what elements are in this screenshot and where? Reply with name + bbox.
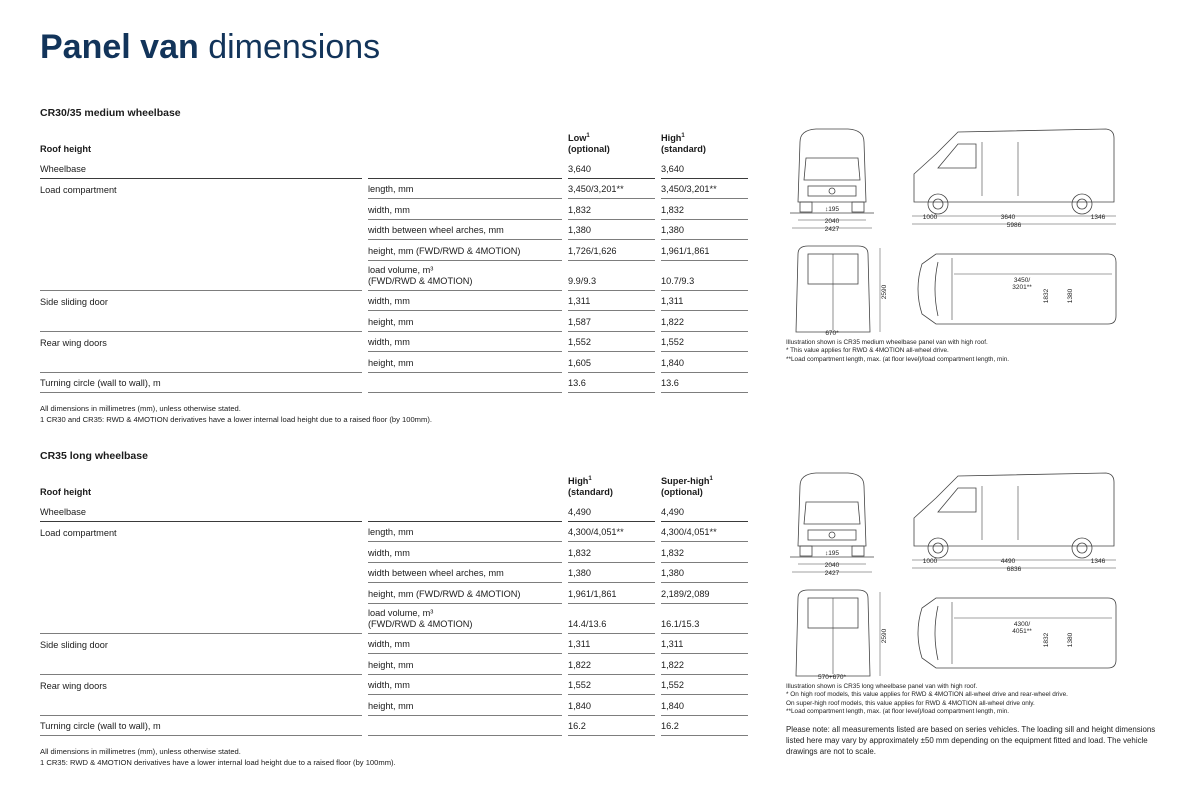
value-cell: 1,380 — [661, 219, 748, 240]
table-row — [40, 654, 748, 675]
measurement-note: Please note: all measurements listed are based on series vehicles. The loading sill and height dimensions listed here may vary by approximately ±50 mm depending on the equipment fitted and load. The vehicle drawings are not to scale. — [786, 725, 1156, 756]
row-label: length, mm — [368, 178, 562, 199]
row-label — [368, 372, 562, 393]
table-row — [40, 219, 748, 240]
row-group-label — [40, 199, 362, 220]
van-dimension-drawing — [786, 468, 1120, 680]
table-row — [40, 674, 748, 695]
svg-text:↕195: ↕195 — [824, 550, 840, 557]
row-label: height, mm — [368, 352, 562, 373]
value-cell: 13.6 — [661, 372, 748, 393]
row-label: load volume, m³ (FWD/RWD & 4MOTION) — [368, 260, 562, 290]
row-label: height, mm — [368, 654, 562, 675]
row-group-label — [40, 240, 362, 261]
svg-text:4490: 4490 — [1000, 558, 1016, 565]
row-label: width, mm — [368, 542, 562, 563]
value-cell: 4,300/4,051** — [568, 521, 655, 542]
svg-text:2590: 2590 — [881, 628, 888, 644]
value-cell: 1,605 — [568, 352, 655, 373]
row-group-label: Turning circle (wall to wall), m — [40, 372, 362, 393]
table-row — [40, 260, 748, 290]
page-title: Panel van dimensions — [40, 28, 381, 66]
value-cell: 16.2 — [661, 715, 748, 736]
svg-text:2040: 2040 — [824, 218, 840, 225]
row-label: height, mm — [368, 311, 562, 332]
column-header: Super-high$^1$ (optional) — [661, 475, 713, 497]
row-group-label — [40, 562, 362, 583]
value-cell: 1,380 — [568, 219, 655, 240]
row-label: width between wheel arches, mm — [368, 562, 562, 583]
column-header: Low$^1$ (optional) — [568, 132, 610, 154]
svg-text:5986: 5986 — [1006, 222, 1022, 229]
svg-text:3450/: 3450/ — [1013, 277, 1031, 284]
row-label: width, mm — [368, 199, 562, 220]
value-cell: 1,840 — [661, 352, 748, 373]
row-label — [368, 715, 562, 736]
diagram-caption: Illustration shown is CR35 long wheelbase panel van with high roof. * On high roof models, this value applies for RWD & 4MOTION all-wheel drive and rear-wheel drive. On super-high roof models, this value applies for RWD & 4MOTION all-wheel drive only. **Load compartment length, max. (at floor level)/load compartment length, min. — [786, 683, 1068, 715]
table-row — [40, 372, 748, 393]
section-title: CR35 long wheelbase — [40, 450, 148, 462]
value-cell: 1,832 — [661, 542, 748, 563]
row-group-label — [40, 603, 362, 633]
svg-text:2040: 2040 — [824, 562, 840, 569]
row-group-label — [40, 695, 362, 716]
table-row — [40, 695, 748, 716]
svg-text:1346: 1346 — [1090, 558, 1106, 565]
svg-text:1346: 1346 — [1090, 214, 1106, 221]
table-row — [40, 352, 748, 373]
value-cell: 1,552 — [568, 331, 655, 352]
table-row — [40, 240, 748, 261]
value-cell: 9.9/9.3 — [568, 260, 655, 290]
value-cell: 1,832 — [568, 199, 655, 220]
row-label — [368, 158, 562, 178]
value-cell: 1,726/1,626 — [568, 240, 655, 261]
svg-text:1380: 1380 — [1067, 632, 1074, 648]
diagram-long-wheelbase — [786, 468, 1120, 716]
rear-view-drawing — [796, 246, 880, 332]
table-footnotes: All dimensions in millimetres (mm), unless otherwise stated. 1 CR35: RWD & 4MOTION derivatives have a lower internal load height due to a raised floor (by 100mm). — [40, 747, 396, 767]
diagram-medium-wheelbase — [786, 124, 1120, 364]
roof-height-label: Roof height — [40, 487, 92, 497]
value-cell: 3,640 — [568, 158, 655, 178]
table-footnotes: All dimensions in millimetres (mm), unless otherwise stated. 1 CR30 and CR35: RWD & 4MOTION derivatives have a lower internal load height due to a raised floor (by 100mm). — [40, 404, 432, 424]
value-cell: 16.1/15.3 — [661, 603, 748, 633]
svg-text:4300/: 4300/ — [1013, 621, 1031, 628]
row-group-label — [40, 654, 362, 675]
row-label: width, mm — [368, 674, 562, 695]
svg-text:3201**: 3201** — [1012, 284, 1032, 291]
section-medium-wheelbase — [40, 107, 748, 425]
value-cell: 1,822 — [568, 654, 655, 675]
table-row — [40, 199, 748, 220]
value-cell: 1,552 — [661, 331, 748, 352]
value-cell: 4,490 — [568, 501, 655, 521]
row-label: height, mm (FWD/RWD & 4MOTION) — [368, 240, 562, 261]
value-cell: 4,300/4,051** — [661, 521, 748, 542]
rear-view-drawing — [796, 590, 880, 676]
value-cell: 1,311 — [568, 290, 655, 311]
diagram-caption: Illustration shown is CR35 medium wheelbase panel van with high roof. * This value applies for RWD & 4MOTION all-wheel drive. **Load compartment length, max. (at floor level)/load compartment length, min. — [786, 339, 1010, 363]
front-view-drawing — [798, 473, 866, 556]
svg-text:1380: 1380 — [1067, 288, 1074, 304]
row-group-label — [40, 311, 362, 332]
value-cell: 1,961/1,861 — [661, 240, 748, 261]
svg-text:↕195: ↕195 — [824, 206, 840, 213]
value-cell: 1,380 — [568, 562, 655, 583]
value-cell: 1,311 — [661, 633, 748, 654]
column-header: High$^1$ (standard) — [661, 132, 706, 154]
row-group-label — [40, 352, 362, 373]
row-label: height, mm — [368, 695, 562, 716]
svg-text:1832: 1832 — [1043, 288, 1050, 304]
svg-text:1000: 1000 — [922, 558, 938, 565]
table-row — [40, 562, 748, 583]
row-group-label: Wheelbase — [40, 158, 362, 178]
table-row — [40, 521, 748, 542]
side-view-drawing — [914, 129, 1114, 214]
dimensions-table — [40, 468, 748, 736]
table-header-row — [40, 125, 748, 158]
van-dimension-drawing — [786, 124, 1120, 336]
table-row — [40, 583, 748, 604]
row-label: load volume, m³ (FWD/RWD & 4MOTION) — [368, 603, 562, 633]
row-label: width, mm — [368, 633, 562, 654]
svg-text:6836: 6836 — [1006, 566, 1022, 573]
table-row — [40, 158, 748, 178]
svg-text:1000: 1000 — [922, 214, 938, 221]
row-group-label: Rear wing doors — [40, 337, 107, 348]
table-row — [40, 178, 748, 199]
value-cell: 4,490 — [661, 501, 748, 521]
side-view-drawing — [914, 473, 1114, 558]
row-group-label: Wheelbase — [40, 501, 362, 521]
value-cell: 1,822 — [661, 654, 748, 675]
table-row — [40, 542, 748, 563]
value-cell: 1,311 — [661, 290, 748, 311]
row-group-label — [40, 260, 362, 290]
value-cell: 2,189/2,089 — [661, 583, 748, 604]
svg-text:2427: 2427 — [824, 570, 840, 577]
row-label: width, mm — [368, 290, 562, 311]
value-cell: 16.2 — [568, 715, 655, 736]
svg-text:4051**: 4051** — [1012, 628, 1032, 635]
table-row — [40, 331, 748, 352]
value-cell: 1,832 — [568, 542, 655, 563]
row-group-label: Side sliding door — [40, 296, 108, 307]
section-long-wheelbase — [40, 450, 748, 768]
svg-text:2427: 2427 — [824, 226, 840, 233]
value-cell: 10.7/9.3 — [661, 260, 748, 290]
row-label: height, mm (FWD/RWD & 4MOTION) — [368, 583, 562, 604]
roof-height-label: Roof height — [40, 144, 92, 154]
value-cell: 1,311 — [568, 633, 655, 654]
row-group-label: Side sliding door — [40, 639, 108, 650]
value-cell: 14.4/13.6 — [568, 603, 655, 633]
row-group-label: Load compartment — [40, 184, 117, 195]
row-group-label — [40, 583, 362, 604]
value-cell: 3,450/3,201** — [568, 178, 655, 199]
value-cell: 1,961/1,861 — [568, 583, 655, 604]
row-group-label — [40, 542, 362, 563]
dimensions-table — [40, 125, 748, 393]
table-header-row — [40, 468, 748, 501]
row-label: width, mm — [368, 331, 562, 352]
table-row — [40, 290, 748, 311]
value-cell: 1,552 — [661, 674, 748, 695]
value-cell: 1,840 — [661, 695, 748, 716]
row-group-label: Turning circle (wall to wall), m — [40, 715, 362, 736]
table-row — [40, 311, 748, 332]
value-cell: 3,450/3,201** — [661, 178, 748, 199]
svg-text:670*: 670* — [825, 330, 839, 336]
row-group-label: Rear wing doors — [40, 680, 107, 691]
value-cell: 13.6 — [568, 372, 655, 393]
table-row — [40, 715, 748, 736]
value-cell: 1,552 — [568, 674, 655, 695]
table-row — [40, 501, 748, 521]
section-title: CR30/35 medium wheelbase — [40, 107, 181, 119]
column-header: High$^1$ (standard) — [568, 475, 613, 497]
svg-text:3640: 3640 — [1000, 214, 1016, 221]
value-cell: 1,840 — [568, 695, 655, 716]
value-cell: 1,587 — [568, 311, 655, 332]
value-cell: 1,822 — [661, 311, 748, 332]
svg-text:1832: 1832 — [1043, 632, 1050, 648]
table-row — [40, 603, 748, 633]
row-label — [368, 501, 562, 521]
svg-text:2590: 2590 — [881, 284, 888, 300]
row-group-label: Load compartment — [40, 527, 117, 538]
value-cell: 1,380 — [661, 562, 748, 583]
value-cell: 1,832 — [661, 199, 748, 220]
front-view-drawing — [798, 129, 866, 212]
row-label: width between wheel arches, mm — [368, 219, 562, 240]
value-cell: 3,640 — [661, 158, 748, 178]
table-row — [40, 633, 748, 654]
row-group-label — [40, 219, 362, 240]
svg-text:570+670*: 570+670* — [817, 674, 847, 680]
row-label: length, mm — [368, 521, 562, 542]
